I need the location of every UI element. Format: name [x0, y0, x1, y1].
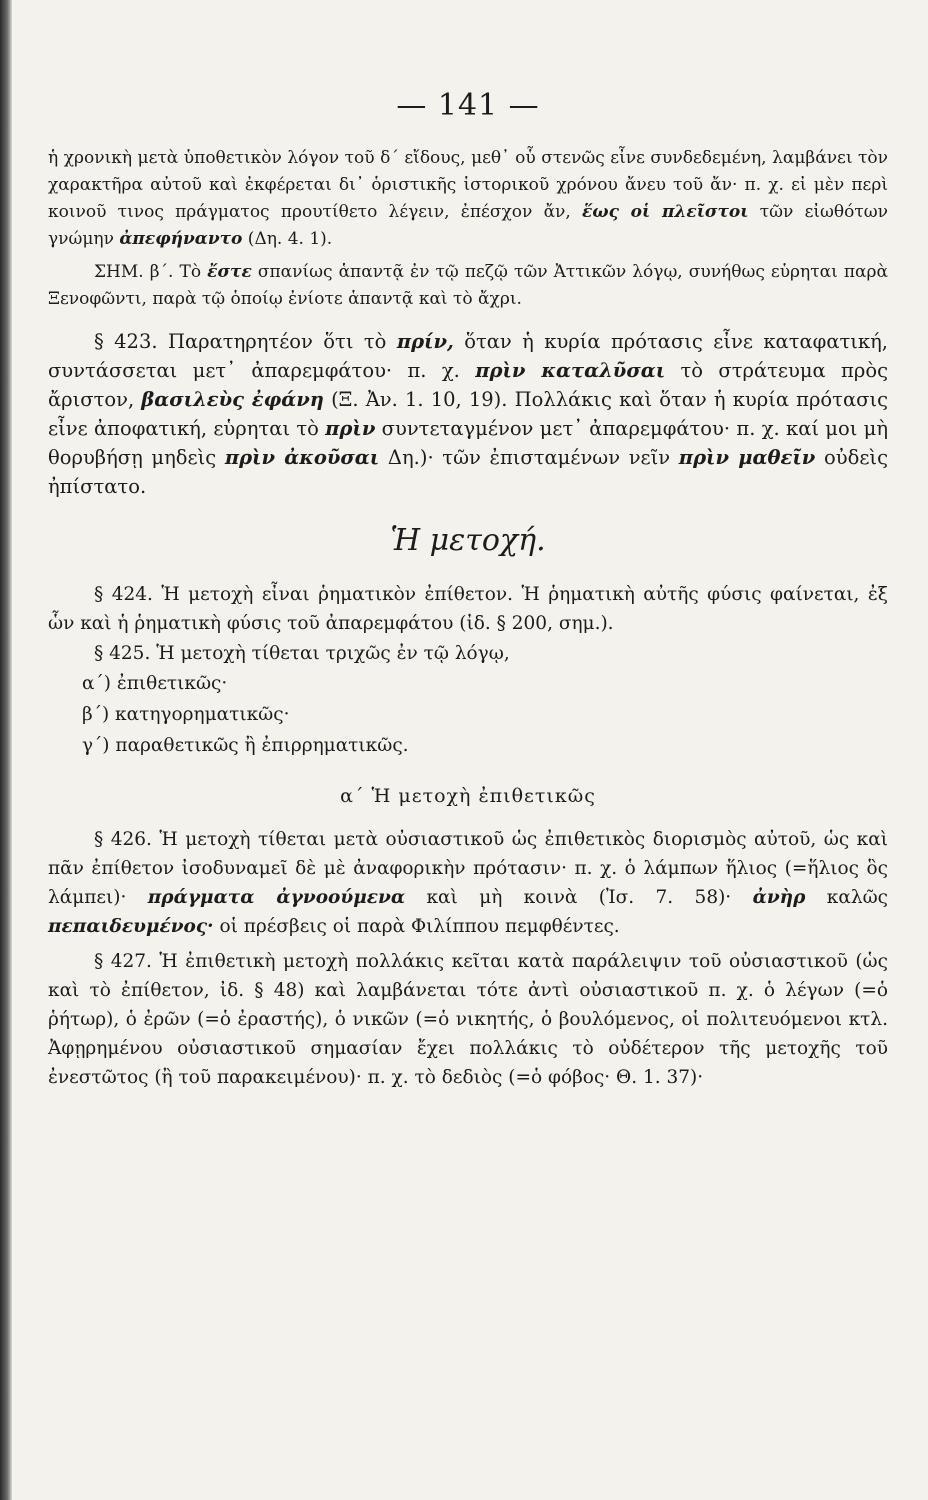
text: οὐδεὶς ἠπίστατο.: [48, 446, 888, 498]
text: § 423. Παρατηρητέον ὅτι τὸ: [94, 330, 397, 353]
bold-text: πρὶν: [325, 417, 376, 440]
text: ὅταν ἡ κυρία πρότασις εἶνε καταφατική, συντάσσεται μετ᾽ ἀπαρεμφάτου· π. χ.: [48, 330, 888, 382]
usage-list: [48, 668, 888, 761]
section-423: [48, 327, 888, 501]
bold-text: πρὶν ἀκοῦσαι: [224, 446, 380, 469]
text: τῶν εἰωθότων γνώμην: [48, 202, 888, 249]
list-item: α΄) ἐπιθετικῶς·: [82, 672, 228, 694]
subsection-heading: α΄ Ἡ μετοχὴ ἐπιθετικῶς: [340, 784, 596, 807]
section-425: § 425. Ἡ μετοχὴ τίθεται τριχῶς ἐν τῷ λόγῳ,: [94, 643, 510, 664]
paragraph-intro: [48, 145, 888, 253]
bold-text: πράγματα ἀγνοούμενα: [147, 886, 406, 908]
text: καλῶς: [805, 886, 889, 908]
list-item: β΄) κατηγορηματικῶς·: [82, 703, 290, 725]
text: οἱ πρέσβεις οἱ παρὰ Φιλίππου πεμφθέντες.: [213, 915, 620, 937]
text: ἡ χρονικὴ μετὰ ὑποθετικὸν λόγον τοῦ δ΄ εἴδους, μεθ᾽ οὗ στενῶς εἶνε συνδεδεμένη, λαμβάνει τὸν χαρακτῆρα αὐτοῦ καὶ ἐκφέρεται δι᾽ ὁριστικῆς ἱστορικοῦ χρόνου ἄνευ τοῦ ἄν· π. χ. εἰ μὲν περὶ κοινοῦ τινος πράγματος προυτίθετο λέγειν, ἐπέσχον ἄν,: [48, 148, 888, 222]
text: σπανίως ἁπαντᾷ ἐν τῷ πεζῷ τῶν Ἀττικῶν λόγῳ, συνήθως εὑρηται παρὰ Ξενοφῶντι, παρὰ τῷ ὁποίῳ ἐνίοτε ἁπαντᾷ καὶ τὸ ἄχρι.: [48, 262, 888, 309]
bold-text: βασιλεὺς ἐφάνη: [141, 388, 324, 411]
book-binding-edge: [0, 0, 12, 1500]
text: καὶ μὴ κοινὰ (Ἰσ. 7. 58)·: [405, 886, 753, 908]
bold-text: ἀπεφήναντο: [119, 229, 243, 249]
text: (Δη. 4. 1).: [242, 229, 333, 249]
list-item: γ΄) παραθετικῶς ἢ ἐπιρρηματικῶς.: [82, 734, 409, 756]
note-paragraph: [48, 259, 888, 313]
section-424: § 424. Ἡ μετοχὴ εἶναι ῥηματικὸν ἐπίθετον. Ἡ ῥηματικὴ αὐτῆς φύσις φαίνεται, ἐξ ὧν καὶ ἡ ῥηματικὴ φύσις τοῦ ἀπαρεμφάτου (ἰδ. § 200, σημ.).: [48, 584, 888, 634]
bold-text: πρὶν καταλῦσαι: [475, 359, 666, 382]
section-427: § 427. Ἡ ἐπιθετικὴ μετοχὴ πολλάκις κεῖται κατὰ παράλειψιν τοῦ οὐσιαστικοῦ (ὡς καὶ τὸ ἐπίθετον, ἰδ. § 48) καὶ λαμβάνεται τότε ἀντὶ οὐσιαστικοῦ π. χ. ὁ λέγων (=ὁ ῥήτωρ), ὁ ἐρῶν (=ὁ ἐραστής), ὁ νικῶν (=ὁ νικητής, ὁ βουλόμενος, οἱ πολιτευόμενοι κτλ. Ἀφῃρημένου οὐσιαστικοῦ σημασίαν ἔχει πολλάκις τὸ οὐδέτερον τῆς μετοχῆς τοῦ ἐνεστῶτος (ἢ τοῦ παρακειμένου)· π. χ. τὸ δεδιὸς (=ὁ φόβος· Θ. 1. 37)·: [48, 950, 888, 1088]
text: § 426. Ἡ μετοχὴ τίθεται μετὰ οὐσιαστικοῦ ὡς ἐπιθετικὸς διορισμὸς αὐτοῦ, ὡς καὶ πᾶν ἐπίθετον ἰσοδυναμεῖ δὲ μὲ ἀναφορικὴν πρότασιν· π. χ. ὁ λάμπων ἥλιος (=ἥλιος ὃς λάμπει)·: [48, 828, 888, 908]
text: Δη.)· τῶν ἐπισταμένων νεῖν: [379, 446, 679, 469]
bold-text: πρίν,: [396, 330, 454, 353]
bold-text: πρὶν μαθεῖν: [678, 446, 816, 469]
bold-text: πεπαιδευμένος·: [48, 915, 214, 937]
bold-text: ἀνὴρ: [752, 886, 806, 908]
text: (Ξ. Ἀν. 1. 10, 19). Πολλάκις καὶ ὅταν ἡ κυρία πρότασις εἶνε ἀποφατική, εὑρηται τὸ: [48, 388, 889, 440]
bold-text: ἔστε: [207, 262, 252, 282]
text: τὸ στράτευμα πρὸς ἄριστον,: [48, 359, 888, 411]
bold-text: ἕως οἱ πλεῖστοι: [582, 202, 749, 222]
text: συντεταγμένον μετ᾽ ἀπαρεμφάτου· π. χ. καί μοι μὴ θορυβήσῃ μηδεὶς: [48, 417, 888, 469]
section-heading: Ἡ μετοχή.: [390, 523, 546, 558]
section-426: [48, 825, 888, 941]
book-page: [48, 88, 888, 1092]
page-number: — 141 —: [396, 88, 540, 123]
text: ΣΗΜ. β΄. Τὸ: [94, 262, 208, 282]
